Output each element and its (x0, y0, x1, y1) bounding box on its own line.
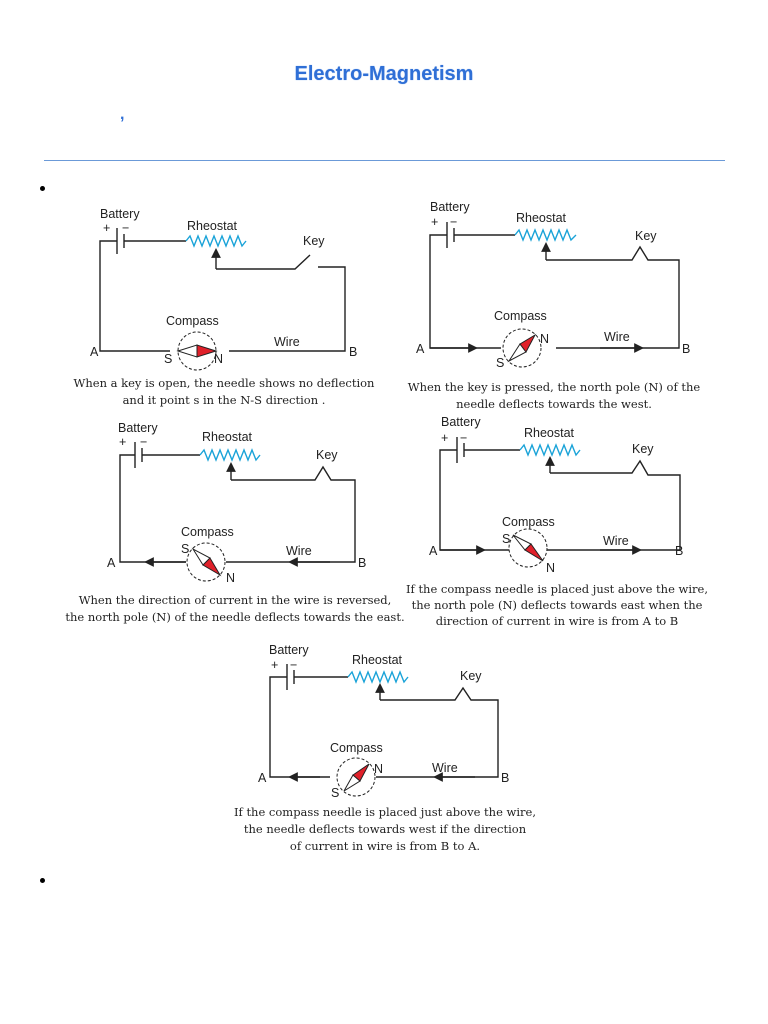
caption-line: If the compass needle is placed just above the wire, (233, 805, 537, 819)
rheostat-coil (515, 230, 576, 240)
battery-plus: + (271, 658, 279, 672)
point-a: A (416, 342, 425, 356)
diagram-key-pressed (408, 200, 701, 411)
battery-minus: − (460, 431, 468, 445)
point-a: A (107, 556, 116, 570)
rheostat-label: Rheostat (187, 219, 238, 233)
rheostat-label: Rheostat (352, 653, 403, 667)
wire-label: Wire (286, 544, 312, 558)
stray-comma: , (120, 106, 125, 123)
diagram-compass-above-a-to-b (406, 415, 708, 628)
pole-n: N (214, 352, 224, 366)
pole-n: N (540, 332, 550, 346)
caption-line: and it point s in the N-S direction . (122, 393, 326, 407)
pole-s: S (496, 356, 505, 370)
point-b: B (349, 345, 358, 359)
point-b: B (682, 342, 691, 356)
pole-s: S (331, 786, 340, 800)
compass-label: Compass (181, 525, 234, 539)
pole-s: S (164, 352, 173, 366)
compass-label: Compass (166, 314, 219, 328)
caption-line: When the direction of current in the wire is reversed, (78, 593, 392, 607)
pole-n: N (226, 571, 236, 585)
point-a: A (429, 544, 438, 558)
battery-plus: + (103, 221, 111, 235)
battery-minus: − (450, 215, 458, 229)
rheostat-coil (186, 236, 246, 246)
diagram-current-reversed (65, 421, 404, 624)
key-label: Key (316, 448, 338, 462)
point-b: B (358, 556, 367, 570)
caption-line: If the compass needle is placed just above the wire, (405, 582, 709, 596)
pole-s: S (181, 542, 190, 556)
caption-line: When the key is pressed, the north pole (N) of the (407, 380, 701, 394)
key-label: Key (632, 442, 654, 456)
battery-minus: − (140, 435, 148, 449)
point-a: A (258, 771, 267, 785)
battery-label: Battery (100, 207, 140, 221)
page-title: Electro-Magnetism (294, 63, 474, 85)
key-label: Key (303, 234, 325, 248)
caption-line: the north pole (N) of the needle deflects towards the east. (65, 610, 405, 624)
diagram-compass-above-b-to-a (234, 643, 536, 853)
battery-minus: − (122, 221, 130, 235)
wire-label: Wire (274, 335, 300, 349)
battery-label: Battery (269, 643, 309, 657)
caption-line: needle deflects towards the west. (456, 397, 652, 411)
caption-line: direction of current in wire is from A to B (435, 614, 679, 628)
caption-line: the needle deflects towards west if the direction (243, 822, 527, 836)
key-label: Key (460, 669, 482, 683)
pole-s: S (502, 532, 511, 546)
point-b: B (501, 771, 510, 785)
wire-label: Wire (604, 330, 630, 344)
pole-n: N (374, 762, 384, 776)
pole-n: N (546, 561, 556, 575)
wire-label: Wire (603, 534, 629, 548)
compass-label: Compass (330, 741, 383, 755)
battery-minus: − (290, 658, 298, 672)
rheostat-label: Rheostat (524, 426, 575, 440)
caption-line: the north pole (N) deflects towards east when the (411, 598, 703, 612)
rheostat-label: Rheostat (202, 430, 253, 444)
diagram-key-open (74, 207, 376, 407)
wire-label: Wire (432, 761, 458, 775)
point-a: A (90, 345, 99, 359)
battery-plus: + (441, 431, 449, 445)
rheostat-coil (520, 445, 580, 455)
battery-label: Battery (118, 421, 158, 435)
caption-line: of current in wire is from B to A. (289, 839, 481, 853)
caption-line: When a key is open, the needle shows no deflection (73, 376, 375, 390)
point-b: B (675, 544, 684, 558)
rheostat-coil (200, 450, 260, 460)
battery-plus: + (431, 215, 439, 229)
rheostat-label: Rheostat (516, 211, 567, 225)
key-label: Key (635, 229, 657, 243)
battery-label: Battery (441, 415, 481, 429)
compass-label: Compass (494, 309, 547, 323)
compass-label: Compass (502, 515, 555, 529)
battery-label: Battery (430, 200, 470, 214)
battery-plus: + (119, 435, 127, 449)
rheostat-coil (348, 672, 408, 682)
